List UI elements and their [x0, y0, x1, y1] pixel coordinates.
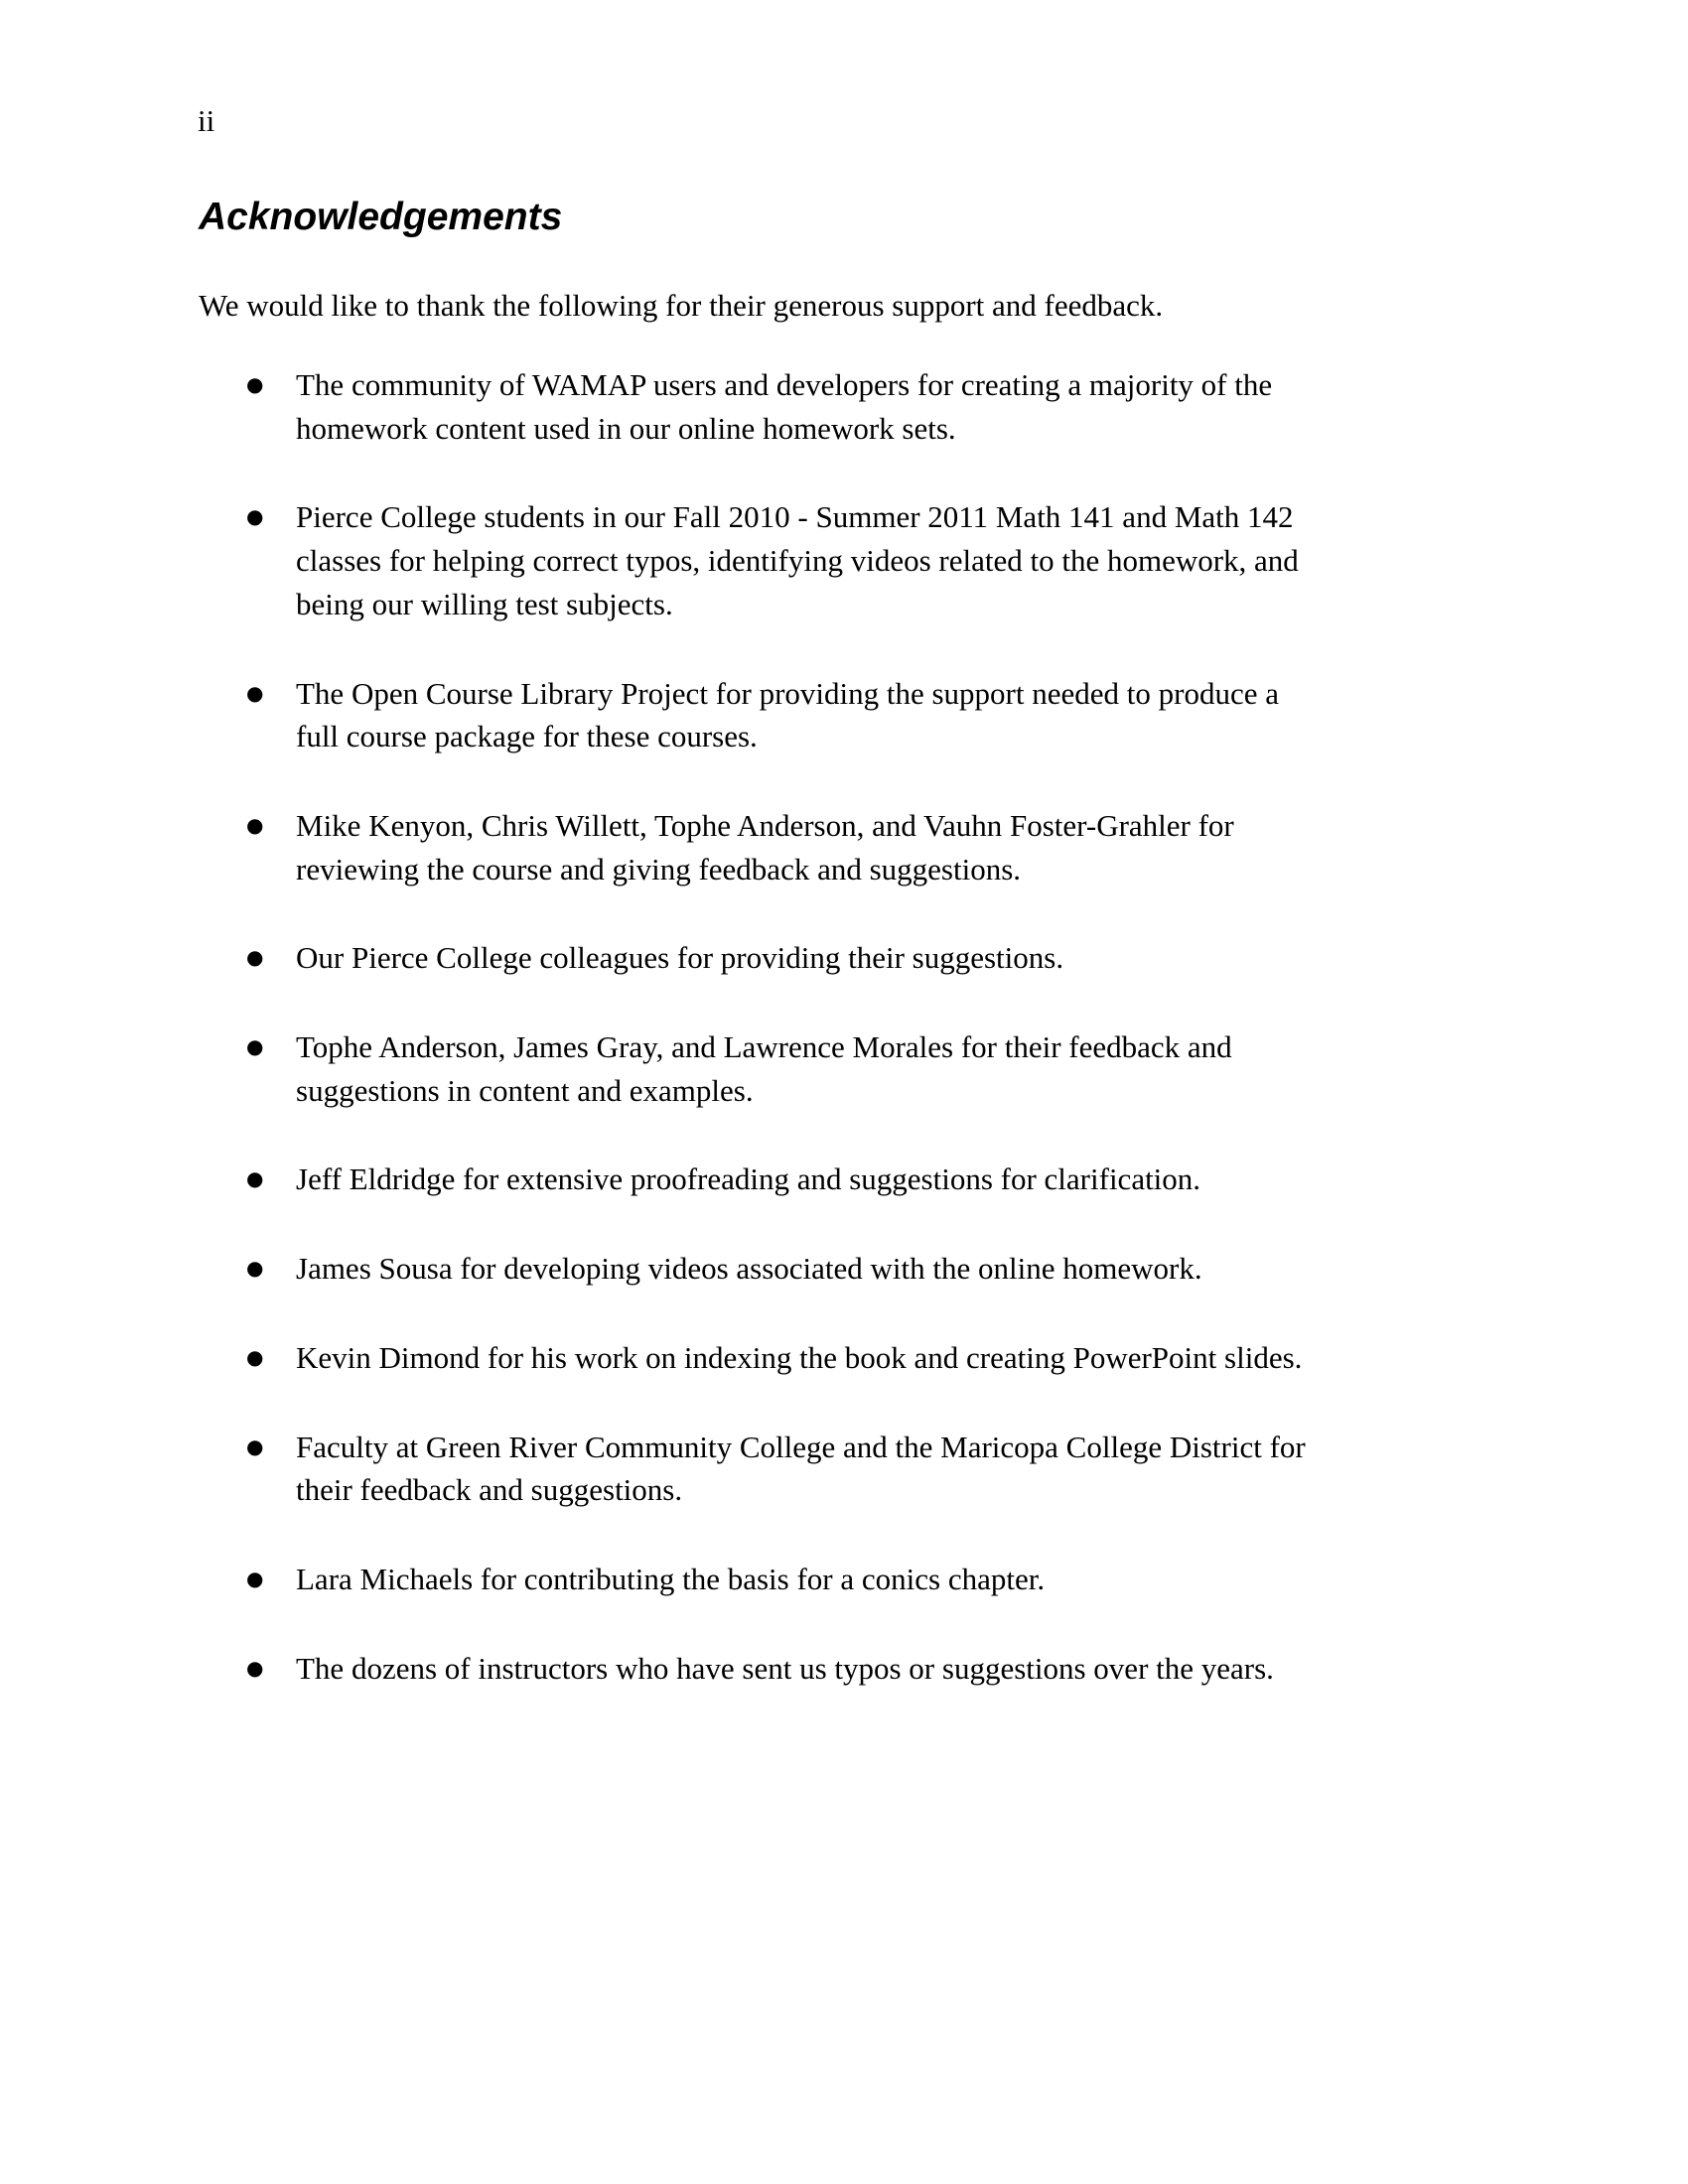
list-item [199, 1647, 1489, 1691]
list-item-text-line: their feedback and suggestions. [296, 1472, 683, 1508]
list-item [199, 1025, 1489, 1112]
list-item-text-line: Mike Kenyon, Chris Willett, Tophe Anderson, and Vauhn Foster-Grahler for [296, 807, 1234, 843]
list-item-text-line: Pierce College students in our Fall 2010 - Summer 2011 Math 141 and Math 142 [296, 499, 1294, 535]
list-item-text-line: classes for helping correct typos, identifying videos related to the homework, and [296, 543, 1299, 579]
list-item-text-line: being our willing test subjects. [296, 586, 673, 621]
list-item [199, 1158, 1489, 1201]
list-item-text-line: The dozens of instructors who have sent us typos or suggestions over the years. [296, 1650, 1274, 1686]
page-number: ii [198, 103, 215, 138]
list-item [199, 495, 1489, 625]
list-item-text-line: reviewing the course and giving feedback and suggestions. [296, 851, 1022, 887]
list-item [199, 672, 1489, 758]
bullet-icon: ● [246, 504, 264, 529]
list-item [199, 936, 1489, 980]
list-item-text-line: Jeff Eldridge for extensive proofreading and suggestions for clarification. [296, 1161, 1201, 1197]
list-item-text-line: Tophe Anderson, James Gray, and Lawrence Morales for their feedback and [296, 1029, 1232, 1065]
list-item-text-line: Kevin Dimond for his work on indexing the book and creating PowerPoint slides. [296, 1339, 1303, 1375]
list-item-text-line: homework content used in our online homework sets. [296, 410, 956, 446]
bullet-icon: ● [246, 1034, 264, 1059]
list-item [199, 1336, 1489, 1380]
bullet-icon: ● [246, 945, 264, 970]
intro-paragraph: We would like to thank the following for their generous support and feedback. [199, 288, 1164, 323]
list-item [199, 1426, 1489, 1512]
list-item [199, 1247, 1489, 1291]
acknowledgements-list [199, 363, 1489, 1735]
bullet-icon: ● [246, 372, 264, 396]
list-item-text-line: full course package for these courses. [296, 719, 758, 754]
list-item [199, 804, 1489, 890]
bullet-icon: ● [246, 1344, 264, 1369]
bullet-icon: ● [246, 1166, 264, 1191]
list-item-text-line: Lara Michaels for contributing the basis for a conics chapter. [296, 1561, 1046, 1596]
bullet-icon: ● [246, 680, 264, 705]
page-heading: Acknowledgements [199, 196, 563, 238]
bullet-icon: ● [246, 812, 264, 837]
list-item [199, 363, 1489, 450]
bullet-icon: ● [246, 1655, 264, 1680]
bullet-icon: ● [246, 1256, 264, 1281]
list-item-text-line: The community of WAMAP users and developers for creating a majority of the [296, 367, 1273, 402]
list-item-text-line: James Sousa for developing videos associated with the online homework. [296, 1251, 1202, 1287]
list-item-text-line: Our Pierce College colleagues for providing their suggestions. [296, 940, 1064, 976]
list-item-text-line: The Open Course Library Project for providing the support needed to produce a [296, 675, 1279, 711]
bullet-icon: ● [246, 1566, 264, 1590]
list-item [199, 1558, 1489, 1601]
bullet-icon: ● [246, 1433, 264, 1458]
list-item-text-line: Faculty at Green River Community College and the Maricopa College District for [296, 1429, 1306, 1464]
list-item-text-line: suggestions in content and examples. [296, 1072, 754, 1108]
